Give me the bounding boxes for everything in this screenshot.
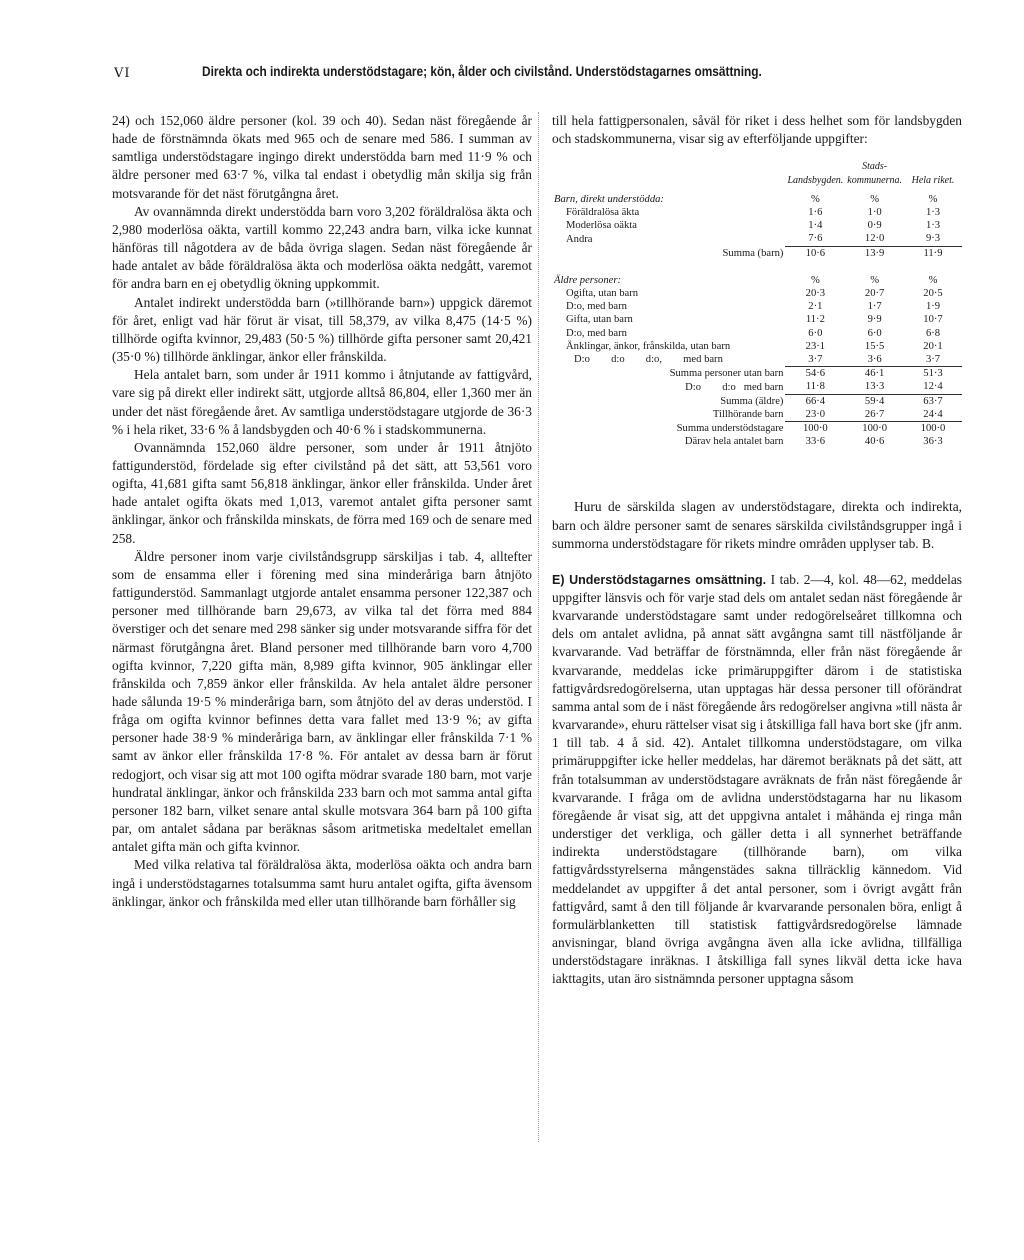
table-cell: 1·7 xyxy=(867,301,882,313)
row-label: Änklingar, änkor, frånskilda, utan barn xyxy=(566,340,731,352)
table-cell: 1·4 xyxy=(808,220,823,232)
paragraph: Hela antalet barn, som under år 1911 kommo i åtnjutande av fattigvård, vare sig på direkt eller indirekt sätt, utgjorde alltså 86,804, eller 1,360 mer än under det näst föregående året. Av samtliga understödstagare utgjorde de 36·3 % i hela riket, 33·6 % å landsbygden och 40·6 % i stadskommunerna. xyxy=(112,367,532,437)
table-cell: 9·9 xyxy=(867,314,882,326)
table-cell: 66·4 xyxy=(785,394,845,408)
row-label: Summa (barn) xyxy=(722,247,784,259)
row-label: Därav hela antalet barn xyxy=(684,436,784,448)
table-row xyxy=(552,232,962,246)
section-paragraph xyxy=(552,571,962,989)
table-sum-row xyxy=(552,435,962,448)
row-label: Summa understödstagare xyxy=(676,422,784,434)
table-cell: 6·8 xyxy=(925,327,941,339)
table-cell: 1·6 xyxy=(808,206,823,218)
table-cell: 100·0 xyxy=(904,421,962,435)
table-sum-row xyxy=(552,367,962,381)
table-row xyxy=(552,300,962,313)
unit-cell: % xyxy=(870,274,880,286)
table-cell: 59·4 xyxy=(845,394,904,408)
table-cell: 6·0 xyxy=(808,327,823,339)
unit-cell: % xyxy=(928,274,938,286)
group-title: Barn, direkt understödda: xyxy=(554,193,664,205)
table-header-row xyxy=(552,160,962,186)
right-column xyxy=(552,112,962,988)
paragraph: Av ovannämnda direkt understödda barn voro 3,202 föräldralösa äkta och 2,980 moderlösa oäkta, vartill kommo 22,243 andra barn, vilka icke kunnat hänföras till någotdera av de båda övriga slagen. Sedan näst föregående år hade antalet av både föräldralösa äkta och moderlösa oäkta nedgått, varemot för andra barn en ej obetydlig ökning uppkommit. xyxy=(112,203,532,292)
paragraph: Antalet indirekt understödda barn (»tillhörande barn») uppgick däremot för året, enligt vad här förut är visat, till 58,379, av vilka 8,475 (14·5 %) tillhörde ogifta kvinnor, 29,483 (50·5 %) tillhörde gifta personer samt 20,421 (35·0 %) tillhörde änklingar, änkor eller frånskilda. xyxy=(112,294,532,365)
table-cell: 3·7 xyxy=(925,353,941,365)
paragraph: 24) och 152,060 äldre personer (kol. 39 och 40). Sedan näst föregående år hade de förstnämnda ökats med 965 och de senare med 586. I summan av samtliga understödstagare ingingo direkt understödda barn med 11·9 % och äldre personer med 63·7 %, vilka tal endast i obetydlig mån skilja sig från motsvarande för det näst förutgångna året. xyxy=(112,113,532,201)
row-label: Summa (äldre) xyxy=(720,395,784,407)
left-column xyxy=(112,112,532,911)
table-cell: 11·9 xyxy=(904,246,962,260)
row-label: D:o, med barn xyxy=(566,301,627,313)
unit-cell: % xyxy=(810,193,820,205)
section-text: I tab. 2—4, kol. 48—62, meddelas uppgifter länsvis och för varje stad dels om antalet sedan näst föregående år kvarvarande understödstagare samt under redogörelseåret tillkomna och dels om antalet avlidna, på annat sätt avgångna samt till nästföljande år kvarvarande. Vad beträffar de förstnämnda, eller från näst föregående år kvarvarande, meddelas icke primäruppgifter därom i de statistiska fattigvårdsredogörelserna, utan upptagas här dessa personer till oförändrat samma antal som de i näst föregående års redogörelser angivna »till nästa år kvarvarande», ehuru rättelser visat sig i åtskilliga fall hava bort ske (jfr anm. 1 till tab. 4 å sid. 42). Antalet tillkomna understödstagare, om vilka primäruppgifter icke heller meddelas, har däremot beräknats på det sätt, att från totalsumman av understödstagare avräknats de från näst föregående år kvarvarande. I fråga om de avlidna understödstagarna har nu likasom föregående år visat sig, att det uppgivna antalet i måhända ej ringa mån understiger det verkliga, och gäller detta i all synnerhet beträffande indirekta understödstagare (tillhörande barn), om vilka fattigvårdsstyrelserna mångenstädes sakna tillräcklig kännedom. Vid meddelandet av uppgifter å det antal personer, som i övrigt avgått från fattigvård, samt å den till följande år kvarvarande personalen böra, enligt å formulärblanketten till statistisk fattigvårdsredogörelse lämnade anvisningar, bland övriga avgångna även alla icke avlidna, tillfälliga understödstagare inräknas. I åtskilliga fall synes likväl detta icke hava iakttagits, utan äro sistnämnda personer upptagna såsom xyxy=(552,571,962,987)
table-cell: 1·0 xyxy=(867,206,882,218)
table-sum-row xyxy=(552,394,962,408)
paragraph: till hela fattigpersonalen, såväl för riket i dess helhet som för landsbygden och stadskommunerna, visar sig av efterföljande uppgifter: xyxy=(552,113,962,147)
table-cell: 13·9 xyxy=(845,246,904,260)
table-cell: 63·7 xyxy=(904,394,962,408)
row-label: Summa personer utan barn xyxy=(669,368,784,380)
table-cell: 6·0 xyxy=(867,327,882,339)
row-label: Moderlösa oäkta xyxy=(566,220,637,232)
table-cell: 46·1 xyxy=(845,367,904,381)
table-row xyxy=(552,353,962,367)
table-row xyxy=(552,340,962,353)
page-header xyxy=(114,62,954,84)
table-row xyxy=(552,287,962,300)
table-cell: 51·3 xyxy=(904,367,962,381)
unit-cell: % xyxy=(870,193,880,205)
table-cell: 11·2 xyxy=(805,314,825,326)
table-cell: 20·5 xyxy=(923,287,943,299)
row-label: Ogifta, utan barn xyxy=(566,287,639,299)
table-sum-row xyxy=(552,380,962,394)
table-row xyxy=(552,206,962,219)
table-cell: 10·6 xyxy=(785,246,845,260)
table-row xyxy=(552,219,962,232)
table-cell: 100·0 xyxy=(845,421,904,435)
table-cell: 23·1 xyxy=(805,340,826,352)
table-cell: 11·8 xyxy=(805,381,825,393)
table-cell: 2·1 xyxy=(808,301,823,313)
table-cell: 0·9 xyxy=(867,220,882,232)
column-divider xyxy=(538,112,539,1142)
row-label: Andra xyxy=(566,233,593,245)
column-header: Stads-kommunerna. xyxy=(847,161,902,186)
table-row xyxy=(552,313,962,326)
group-title: Äldre personer: xyxy=(554,274,621,286)
table-cell: 26·7 xyxy=(864,408,885,420)
column-header: Landsbygden. xyxy=(787,174,844,186)
paragraph: Ovannämnda 152,060 äldre personer, som under år 1911 åtnjöto fattigunderstöd, fördelade sig efter civilstånd på det sätt, att 53,561 voro ogifta, 41,681 gifta samt 56,818 änklingar, änkor eller frånskilda. Under året hade antalet ogifta ökats med 1,013, varemot antalet gifta personer samt änklingar, änkor och frånskilda minskats, de förra med 169 och de senare med 258. xyxy=(112,439,532,546)
section-heading: E) Understödstagarnes omsättning. xyxy=(552,572,767,587)
table-cell: 3·6 xyxy=(867,353,882,365)
table-sum-row xyxy=(552,246,962,260)
unit-cell: % xyxy=(810,274,820,286)
running-title: Direkta och indirekta understödstagare; kön, ålder och civilstånd. Understödstagarnes omsättning. xyxy=(202,64,762,79)
table-cell: 9·3 xyxy=(925,233,941,245)
table-sum-row xyxy=(552,408,962,422)
table-group-title-row xyxy=(552,187,962,206)
paragraph: Äldre personer inom varje civilståndsgrupp särskiljas i tab. 4, alltefter som de ensamma eller i förening med sina minderåriga barn åtnjöto fattigunderstöd. Sammanlagt utgjorde antalet ensamma personer 122,387 och personer med tillhörande barn 29,673, av vilka tal det förra med 884 överstiger och det senare med 298 sänker sig under motsvarande siffra för det närmast förutgångna året. Bland personer med tillhörande barn voro 4,700 ogifta kvinnor, 7,220 gifta män, 8,989 gifta kvinnor, 905 änklingar eller frånskilda och 7,859 änkor eller frånskilda. Av hela antalet äldre personer hade sålunda 19·5 % minderåriga barn, som åtnjöto del av deras understöd. I fråga om ogifta kvinnor befinnes detta vara fallet med 13·9 %; av gifta personer hade 38·9 % minderåriga barn, av änklingar eller frånskilda 7·1 % samt av änkor eller frånskilda 17·8 %. För antalet av dessa barn är förut redogjort, och visar sig att mot 100 ogifta mödrar svarade 180 barn, mot varje hundratal änklingar, änkor och frånskilda 233 barn och mot samma antal gifta personer 182 barn, vilket senare antal skulle motsvara 364 barn på 100 gifta par, om antalet sådana par beräknas såsom aritmetiska medeltalet emellan antalet gifta män och gifta kvinnor. xyxy=(112,548,532,855)
table-sum-row xyxy=(552,421,962,435)
table-cell: 40·6 xyxy=(864,436,885,448)
table-cell: 3·7 xyxy=(808,353,823,365)
row-label: Tillhörande barn xyxy=(712,409,784,421)
table-cell: 1·9 xyxy=(925,301,941,313)
table-cell: 13·3 xyxy=(864,381,885,393)
table-cell: 23·0 xyxy=(805,408,826,420)
table-cell: 15·5 xyxy=(864,340,885,352)
table-group-title-row xyxy=(552,268,962,287)
table-cell: 20·1 xyxy=(923,340,943,352)
statistics-table xyxy=(552,160,962,448)
unit-cell: % xyxy=(928,193,938,205)
row-label: D:o d:o d:o, med barn xyxy=(574,354,723,366)
table-cell: 1·3 xyxy=(925,206,941,218)
table-cell: 12·0 xyxy=(864,233,885,245)
table-cell: 54·6 xyxy=(785,367,845,381)
table-cell: 1·3 xyxy=(925,220,941,232)
row-label: D:o, med barn xyxy=(566,327,627,339)
table-cell: 7·6 xyxy=(808,233,823,245)
row-label: Gifta, utan barn xyxy=(566,314,633,326)
table-cell: 12·4 xyxy=(923,381,943,393)
paragraph: Huru de särskilda slagen av understödstagare, direkta och indirekta, barn och äldre personer samt de senares särskilda civilståndsgrupper ingå i summorna understödstagare för rikets mindre områden upplyser tab. B. xyxy=(552,499,962,551)
row-label: Föräldralösa äkta xyxy=(566,206,640,218)
table-row xyxy=(552,327,962,340)
table-cell: 20·7 xyxy=(864,287,885,299)
table-cell: 33·6 xyxy=(805,436,826,448)
table-cell: 20·3 xyxy=(805,287,826,299)
table-cell: 36·3 xyxy=(923,436,943,448)
table-cell: 24·4 xyxy=(923,408,943,420)
table-cell: 10·7 xyxy=(923,314,943,326)
paragraph: Med vilka relativa tal föräldralösa äkta, moderlösa oäkta och andra barn ingå i understödstagarnes totalsumma samt huru antalet ogifta, gifta ävensom änklingar, änkor och frånskilda med eller utan tillhörande barn förhåller sig xyxy=(112,857,532,909)
row-label: D:o d:o med barn xyxy=(685,381,784,393)
table-cell: 100·0 xyxy=(785,421,845,435)
column-header: Hela riket. xyxy=(911,174,955,186)
page-number: VI xyxy=(114,66,131,81)
